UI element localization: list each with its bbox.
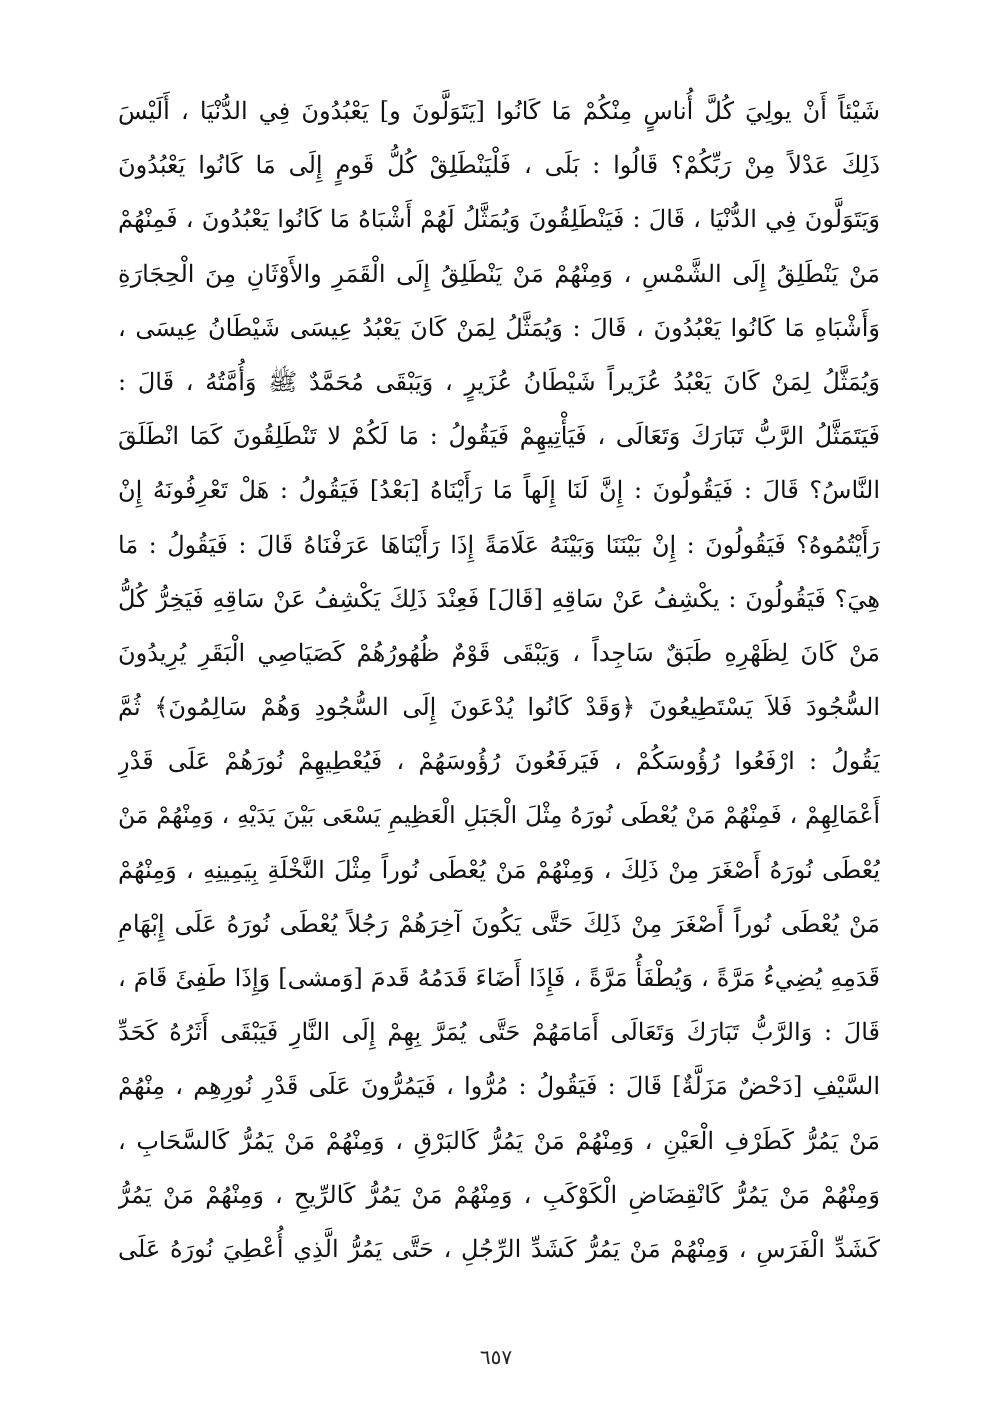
text-line-19: السَّيْفِ [دَحْضٌ مَزَلَّةٌ] قَالَ : فَيَقُولُ : مُرُّوا ، فَيَمُرُّونَ عَلَى قَدْرِ نُورِهِم ، مِنْهُمْ	[118, 1072, 880, 1101]
text-line-3: وَيَتَوَلَّونَ فِي الدُّنْيَا ، قَالَ : فَيَنْطَلِقُونَ وَيُمَثَّلُ لَهُمْ أَشْبَاهُ مَا كَانُوا يَعْبُدُونَ ، فَمِنْهُمْ	[118, 205, 880, 234]
text-line-15: يُعْطَى نُورَهُ أَصْغَرَ مِنْ ذَلِكَ ، وَمِنْهُمْ مَنْ يُعْطَى نُوراً مِثْلَ النَّخْلَةِ بِيَمِينِهِ ، وَمِنْهُمْ	[118, 855, 880, 884]
text-line-7: فَيَتَمَثَّلُ الرَّبُّ تَبَارَكَ وَتَعَالَى ، فَيَأْتِيهِمْ فَيَقُولُ : مَا لَكُمْ لا تَنْطَلِقُونَ كَمَا انْطَلَقَ	[118, 422, 880, 451]
text-line-6: وَيُمَثَّلُ لِمَنْ كَانَ يَعْبُدُ عُزَيراً شَيْطَانُ عُزَيرٍ ، وَيَبْقَى مُحَمَّدٌ ﷺ وَأُمَّتُهُ ، قَالَ :	[118, 367, 880, 396]
text-line-20: مَنْ يَمُرُّ كَطَرْفِ الْعَيْنِ ، وَمِنْهُمْ مَنْ يَمُرُّ كَالبَرْقِ ، وَمِنْهُمْ مَنْ يَمُرُّ كَالسَّحَابِ ،	[118, 1126, 880, 1155]
text-line-9: رَأَيْتُمُوهُ؟ فَيَقُولُونَ : إِنْ بَيْنَنَا وَبَيْنَهُ عَلَامَةً إِذَا رَأَيْنَاهَا عَرَفْنَاهُ قَالَ : فَيَقُولُ : مَا	[118, 530, 880, 559]
page-number: ٦٥٧	[479, 1345, 513, 1369]
text-line-12: السُّجُودَ فَلاَ يَسْتَطِيعُونَ ﴿وَقَدْ كَانُوا يُدْعَونَ إِلَى السُّجُودِ وَهُمْ سَالِمُونَ﴾ ثُمَّ	[118, 693, 880, 722]
text-line-1: شَيْئاً أَنْ يولِيَ كُلَّ أُناسٍ مِنْكُمْ مَا كَانُوا [يَتَوَلَّونَ و] يَعْبُدُونَ فِي الدُّنْيَا ، أَلَيْسَ	[118, 97, 880, 125]
text-line-16: مَنْ يُعْطَى نُوراً أَصْغَرَ مِنْ ذَلِكَ حَتَّى يَكُونَ آخِرَهُمْ رَجُلاً يُعْطَى نُورَهُ عَلَى إِبْهَامِ	[118, 909, 880, 938]
text-line-5: وَأَشْبَاهِ مَا كَانُوا يَعْبُدُونَ ، قَالَ : وَيُمَثَّلُ لِمَنْ كَانَ يَعْبُدُ عِيسَى شَيْطَانُ عِيسَى ،	[118, 313, 880, 342]
text-line-8: النَّاسُ؟ قَالَ : فَيَقُولُونَ : إِنَّ لَنَا إِلَهاً مَا رَأَيْنَاهُ [بَعْدُ] فَيَقُولُ : هَلْ تَعْرِفُونَهُ إِنْ	[118, 476, 880, 505]
text-line-2: ذَلِكَ عَدْلاً مِنْ رَبِّكُمْ؟ قَالُوا : بَلَى ، فَلْيَنْطَلِقْ كُلُّ قَومٍ إِلَى مَا كَانُوا يَعْبُدُونَ	[118, 151, 880, 180]
text-line-13: يَقُولُ : ارْفَعُوا رُؤُوسَكُمْ ، فَيَرفَعُونَ رُؤُوسَهُمْ ، فَيُعْطِيهِمْ نُورَهُمْ عَلَى قَدْرِ	[118, 747, 880, 776]
text-line-11: مَنْ كَانَ لِظَهْرِهِ طَبَقٌ سَاجِداً ، وَيَبْقَى قَوْمٌ ظُهُورُهُمْ كَصَيَاصِي الْبَقَرِ يُرِيدُونَ	[118, 638, 880, 667]
body-text	[118, 84, 880, 1276]
text-line-18: قَالَ : وَالرَّبُّ تَبَارَكَ وَتَعَالَى أَمَامَهُمْ حَتَّى يُمَرَّ بِهِمْ إِلَى النَّارِ فَيَبْقَى أَثَرُهُ كَحَدِّ	[118, 1018, 880, 1047]
text-line-22: كَشَدِّ الْفَرَسِ ، وَمِنْهُمْ مَنْ يَمُرُّ كَشَدِّ الرِّجُلِ ، حَتَّى يَمُرُّ الَّذِي أُعْطِيَ نُورَهُ عَلَى	[118, 1234, 880, 1263]
text-line-4: مَنْ يَنْطَلِقُ إِلَى الشَّمْسِ ، وَمِنْهُمْ مَنْ يَنْطَلِقُ إِلَى الْقَمَرِ والأَوْثَانِ مِنَ الْحِجَارَةِ	[118, 259, 880, 288]
text-line-10: هِيَ؟ فَيَقُولُونَ : يكْشِفُ عَنْ سَاقِهِ [قَالَ] فَعِنْدَ ذَلِكَ يَكْشِفُ عَنْ سَاقِهِ فَيَخِرُّ كُلُّ	[118, 584, 880, 613]
text-line-14: أَعْمَالِهِمْ ، فَمِنْهُمْ مَنْ يُعْطَى نُورَهُ مِثْلَ الْجَبَلِ الْعَظِيمِ يَسْعَى بَيْنَ يَدَيْهِ ، وَمِنْهُمْ مَنْ	[118, 801, 880, 830]
text-line-17: قَدَمِهِ يُضِيءُ مَرَّةً ، وَيُطْفَأُ مَرَّةً ، فَإِذَا أَضَاءَ قَدَمُهُ قَدمَ [وَمشى] وَإِذَا طَفِئَ قَامَ ،	[118, 964, 880, 992]
text-line-21: وَمِنْهُمْ مَنْ يَمُرُّ كَانْقِضَاضِ الْكَوْكَبِ ، وَمِنْهُمْ مَنْ يَمُرُّ كَالرِّيحِ ، وَمِنْهُمْ مَنْ يَمُرُّ	[118, 1180, 880, 1209]
